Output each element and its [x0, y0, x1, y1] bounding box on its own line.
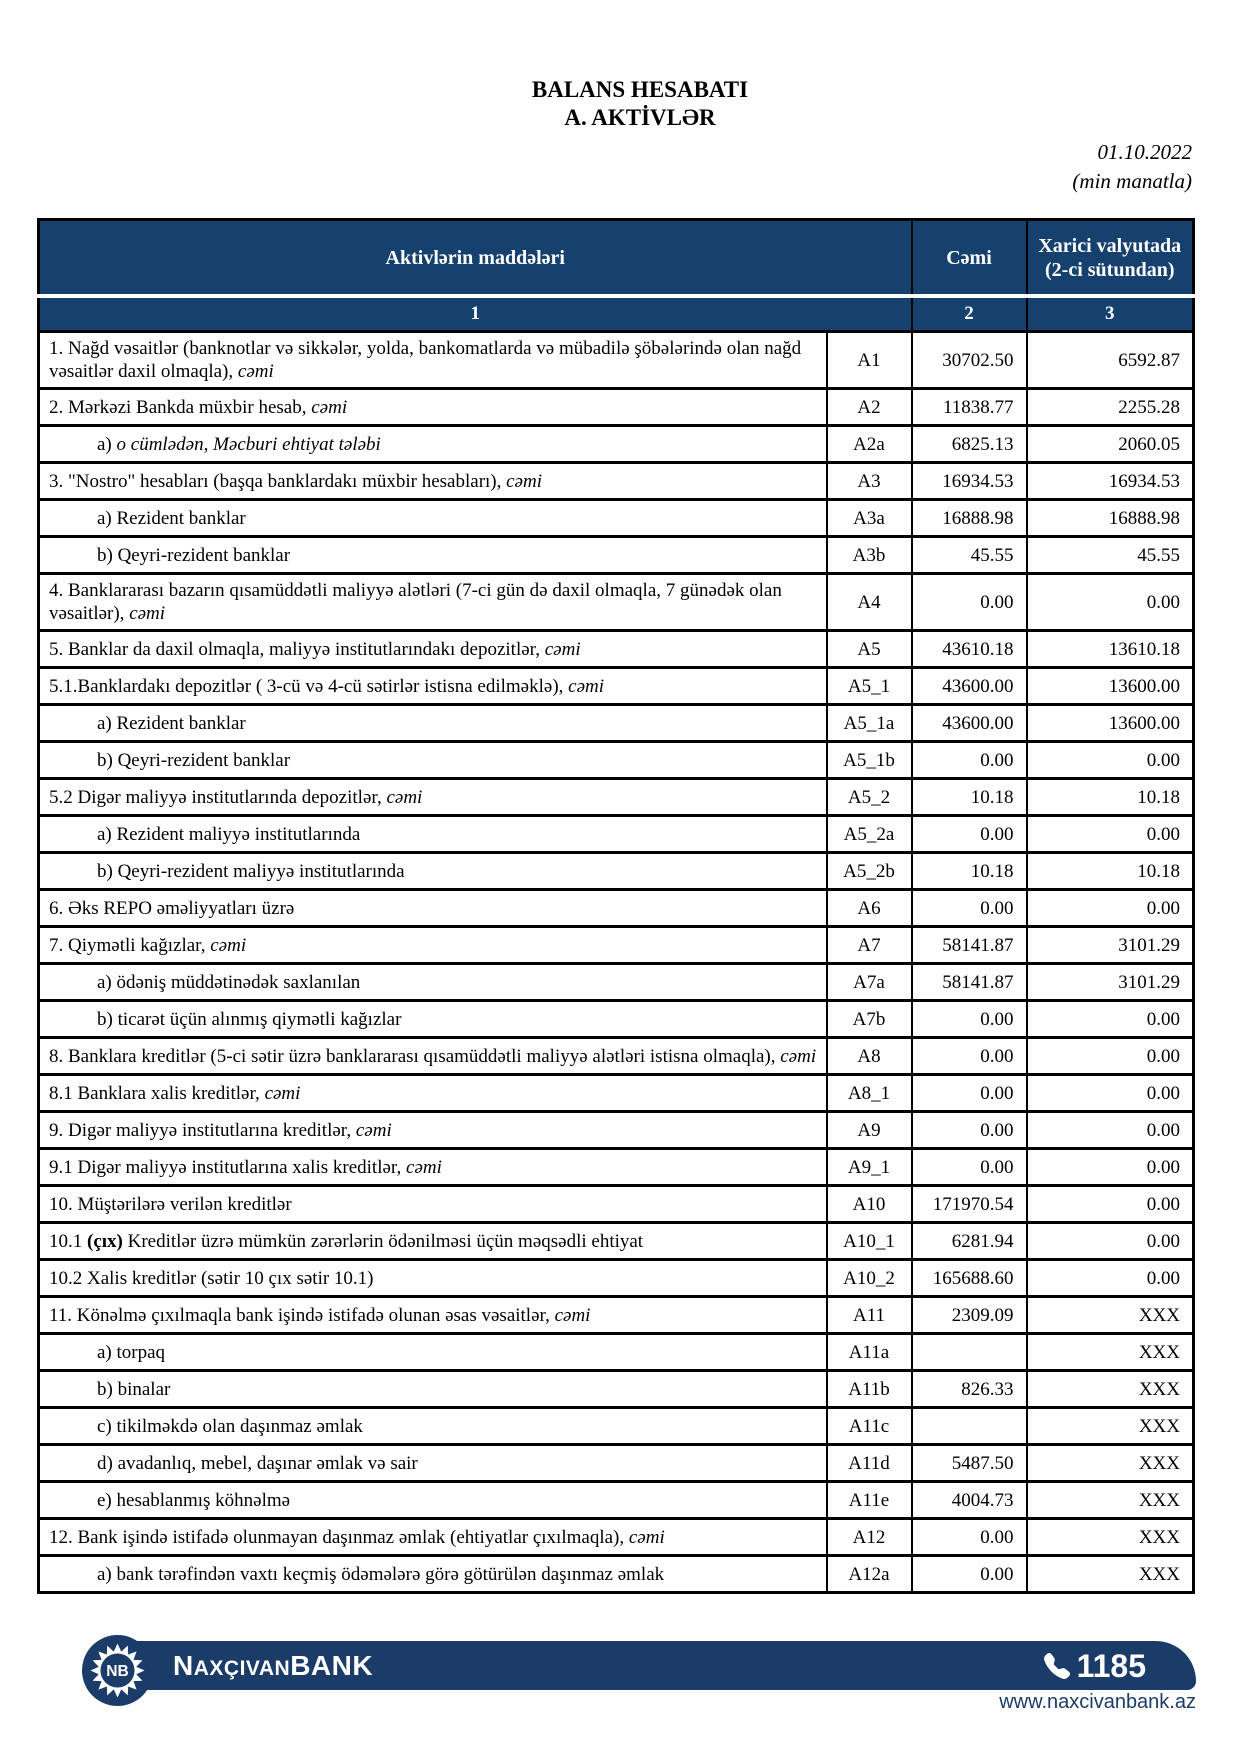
row-label: 4. Banklararası bazarın qısamüddətli maliyyə alətləri (7-ci gün də daxil olmaqla, 7 günədək olan vəsaitlər), cəmi [39, 574, 827, 631]
row-total-value: 10.18 [912, 779, 1027, 816]
column-header-foreign: Xarici valyutada (2-ci sütundan) [1027, 220, 1194, 297]
row-foreign-currency-value: 0.00 [1027, 1223, 1194, 1260]
table-row [39, 779, 1194, 816]
table-row [39, 890, 1194, 927]
row-total-value: 0.00 [912, 1149, 1027, 1186]
table-row [39, 500, 1194, 537]
row-total-value: 6281.94 [912, 1223, 1027, 1260]
row-foreign-currency-value: 0.00 [1027, 574, 1194, 631]
row-label: 12. Bank işində istifadə olunmayan daşınmaz əmlak (ehtiyatlar çıxılmaqla), cəmi [39, 1519, 827, 1556]
row-total-value: 0.00 [912, 1038, 1027, 1075]
phone-icon [1044, 1653, 1070, 1679]
table-row [39, 1260, 1194, 1297]
table-row [39, 742, 1194, 779]
table-row [39, 1482, 1194, 1519]
row-foreign-currency-value: 10.18 [1027, 779, 1194, 816]
row-label: a) o cümlədən, Məcburi ehtiyat tələbi [39, 426, 827, 463]
row-total-value: 2309.09 [912, 1297, 1027, 1334]
bank-brand-wordmark [173, 1650, 373, 1682]
row-label: a) Rezident banklar [39, 500, 827, 537]
row-foreign-currency-value: 0.00 [1027, 890, 1194, 927]
table-header-row [39, 220, 1194, 297]
table-row [39, 1223, 1194, 1260]
column-number-total: 2 [912, 296, 1027, 332]
table-row [39, 1445, 1194, 1482]
row-foreign-currency-value: 10.18 [1027, 853, 1194, 890]
column-number-foreign: 3 [1027, 296, 1194, 332]
table-row [39, 332, 1194, 389]
brand-initial: N [173, 1649, 194, 1681]
row-foreign-currency-value: 0.00 [1027, 1038, 1194, 1075]
row-foreign-currency-value: XXX [1027, 1371, 1194, 1408]
row-code: A2 [827, 389, 912, 426]
table-row [39, 1408, 1194, 1445]
row-label: a) Rezident maliyyə institutlarında [39, 816, 827, 853]
bank-logo [82, 1635, 153, 1706]
footer-bar [117, 1641, 1196, 1690]
row-label: 10.1 (çıx) Kreditlər üzrə mümkün zərərlərin ödənilməsi üçün məqsədli ehtiyat [39, 1223, 827, 1260]
row-foreign-currency-value: XXX [1027, 1556, 1194, 1593]
table-row [39, 964, 1194, 1001]
hotline-block [1044, 1647, 1146, 1684]
row-foreign-currency-value: 0.00 [1027, 1186, 1194, 1223]
row-label: 3. "Nostro" hesabları (başqa banklardakı müxbir hesabları), cəmi [39, 463, 827, 500]
row-code: A12 [827, 1519, 912, 1556]
row-code: A10 [827, 1186, 912, 1223]
table-row [39, 1112, 1194, 1149]
row-total-value: 16888.98 [912, 500, 1027, 537]
row-code: A5_1 [827, 668, 912, 705]
table-row [39, 463, 1194, 500]
table-row [39, 537, 1194, 574]
row-code: A5_2b [827, 853, 912, 890]
row-code: A6 [827, 890, 912, 927]
row-code: A5_2 [827, 779, 912, 816]
row-total-value: 0.00 [912, 816, 1027, 853]
row-total-value: 11838.77 [912, 389, 1027, 426]
row-label: b) Qeyri-rezident maliyyə institutlarında [39, 853, 827, 890]
row-label: b) Qeyri-rezident banklar [39, 537, 827, 574]
row-foreign-currency-value: 6592.87 [1027, 332, 1194, 389]
report-date: 01.10.2022 [1097, 140, 1192, 164]
table-row [39, 1297, 1194, 1334]
row-code: A3a [827, 500, 912, 537]
website-url: www.naxcivanbank.az [999, 1691, 1196, 1713]
row-total-value [912, 1408, 1027, 1445]
table-row [39, 1038, 1194, 1075]
row-code: A10_2 [827, 1260, 912, 1297]
row-code: A11 [827, 1297, 912, 1334]
row-label: 1. Nağd vəsaitlər (banknotlar və sikkələr, yolda, bankomatlarda və mübadilə şöbələrində olan nağd vəsaitlər daxil olmaqla), cəmi [39, 332, 827, 389]
row-total-value: 0.00 [912, 1112, 1027, 1149]
logo-monogram: NB [106, 1663, 129, 1681]
row-total-value: 0.00 [912, 1556, 1027, 1593]
row-label: 11. Könəlmə çıxılmaqla bank işində istifadə olunan əsas vəsaitlər, cəmi [39, 1297, 827, 1334]
row-label: 5.1.Banklardakı depozitlər ( 3-cü və 4-cü sətirlər istisna edilməklə), cəmi [39, 668, 827, 705]
table-row [39, 426, 1194, 463]
row-label: b) ticarət üçün alınmış qiymətli kağızlar [39, 1001, 827, 1038]
row-total-value: 45.55 [912, 537, 1027, 574]
row-label: c) tikilməkdə olan daşınmaz əmlak [39, 1408, 827, 1445]
table-row [39, 1519, 1194, 1556]
row-label: 7. Qiymətli kağızlar, cəmi [39, 927, 827, 964]
row-code: A8 [827, 1038, 912, 1075]
row-total-value: 6825.13 [912, 426, 1027, 463]
table-row [39, 389, 1194, 426]
row-code: A11c [827, 1408, 912, 1445]
row-total-value: 43600.00 [912, 705, 1027, 742]
page-title-line2: A. AKTİVLƏR [564, 105, 716, 130]
row-foreign-currency-value: 0.00 [1027, 1260, 1194, 1297]
row-code: A12a [827, 1556, 912, 1593]
row-label: 8.1 Banklara xalis kreditlər, cəmi [39, 1075, 827, 1112]
row-label: 6. Əks REPO əməliyyatları üzrə [39, 890, 827, 927]
row-foreign-currency-value: XXX [1027, 1519, 1194, 1556]
row-code: A9_1 [827, 1149, 912, 1186]
table-row [39, 816, 1194, 853]
row-label: 5. Banklar da daxil olmaqla, maliyyə institutlarındakı depozitlər, cəmi [39, 631, 827, 668]
row-total-value: 58141.87 [912, 927, 1027, 964]
table-body [39, 332, 1194, 1593]
row-code: A7b [827, 1001, 912, 1038]
page-title-line1: BALANS HESABATI [531, 77, 749, 102]
row-label: 10. Müştərilərə verilən kreditlər [39, 1186, 827, 1223]
row-total-value: 0.00 [912, 890, 1027, 927]
row-label: a) Rezident banklar [39, 705, 827, 742]
row-total-value: 0.00 [912, 742, 1027, 779]
row-total-value: 0.00 [912, 574, 1027, 631]
brand-middle: AXÇIVAN [193, 1656, 291, 1680]
row-total-value: 826.33 [912, 1371, 1027, 1408]
report-date-block [1072, 138, 1192, 196]
table-row [39, 668, 1194, 705]
row-code: A3 [827, 463, 912, 500]
row-code: A11d [827, 1445, 912, 1482]
row-code: A5_1b [827, 742, 912, 779]
table-row [39, 1334, 1194, 1371]
report-unit-note: (min manatla) [1072, 169, 1192, 193]
row-label: 9.1 Digər maliyyə institutlarına xalis kreditlər, cəmi [39, 1149, 827, 1186]
row-foreign-currency-value: 0.00 [1027, 742, 1194, 779]
row-foreign-currency-value: XXX [1027, 1334, 1194, 1371]
table-row [39, 1556, 1194, 1593]
row-foreign-currency-value: 45.55 [1027, 537, 1194, 574]
row-foreign-currency-value: 16934.53 [1027, 463, 1194, 500]
row-total-value: 171970.54 [912, 1186, 1027, 1223]
row-code: A8_1 [827, 1075, 912, 1112]
row-foreign-currency-value: 13600.00 [1027, 705, 1194, 742]
column-number-items: 1 [39, 296, 912, 332]
row-label: d) avadanlıq, mebel, daşınar əmlak və sair [39, 1445, 827, 1482]
row-total-value: 43610.18 [912, 631, 1027, 668]
table-row [39, 1149, 1194, 1186]
table-row [39, 1075, 1194, 1112]
row-total-value: 16934.53 [912, 463, 1027, 500]
row-code: A1 [827, 332, 912, 389]
row-foreign-currency-value: 3101.29 [1027, 927, 1194, 964]
row-foreign-currency-value: XXX [1027, 1482, 1194, 1519]
table-row [39, 1371, 1194, 1408]
row-code: A7a [827, 964, 912, 1001]
row-foreign-currency-value: 0.00 [1027, 1075, 1194, 1112]
row-foreign-currency-value: 0.00 [1027, 1149, 1194, 1186]
row-code: A7 [827, 927, 912, 964]
assets-table [37, 218, 1195, 1594]
row-label: a) torpaq [39, 1334, 827, 1371]
row-foreign-currency-value: 16888.98 [1027, 500, 1194, 537]
row-code: A11e [827, 1482, 912, 1519]
row-total-value: 43600.00 [912, 668, 1027, 705]
row-foreign-currency-value: XXX [1027, 1445, 1194, 1482]
row-total-value: 165688.60 [912, 1260, 1027, 1297]
row-code: A11b [827, 1371, 912, 1408]
row-label: e) hesablanmış köhnəlmə [39, 1482, 827, 1519]
row-code: A3b [827, 537, 912, 574]
column-number-row [39, 296, 1194, 332]
row-foreign-currency-value: 13600.00 [1027, 668, 1194, 705]
table-row [39, 705, 1194, 742]
row-label: 9. Digər maliyyə institutlarına kreditlər, cəmi [39, 1112, 827, 1149]
row-total-value: 4004.73 [912, 1482, 1027, 1519]
row-foreign-currency-value: 3101.29 [1027, 964, 1194, 1001]
row-foreign-currency-value: 0.00 [1027, 816, 1194, 853]
row-label: 10.2 Xalis kreditlər (sətir 10 çıx sətir 10.1) [39, 1260, 827, 1297]
row-total-value: 5487.50 [912, 1445, 1027, 1482]
row-foreign-currency-value: XXX [1027, 1297, 1194, 1334]
row-total-value: 10.18 [912, 853, 1027, 890]
row-total-value [912, 1334, 1027, 1371]
table-row [39, 631, 1194, 668]
row-label: a) ödəniş müddətinədək saxlanılan [39, 964, 827, 1001]
row-foreign-currency-value: 0.00 [1027, 1001, 1194, 1038]
row-code: A11a [827, 1334, 912, 1371]
row-label: b) Qeyri-rezident banklar [39, 742, 827, 779]
row-code: A10_1 [827, 1223, 912, 1260]
table-row [39, 574, 1194, 631]
row-label: 8. Banklara kreditlər (5-ci sətir üzrə banklararası qısamüddətli maliyyə alətləri istisna olmaqla), cəmi [39, 1038, 827, 1075]
row-foreign-currency-value: 13610.18 [1027, 631, 1194, 668]
row-foreign-currency-value: 0.00 [1027, 1112, 1194, 1149]
row-total-value: 58141.87 [912, 964, 1027, 1001]
row-code: A5_2a [827, 816, 912, 853]
brand-suffix: BANK [290, 1649, 374, 1681]
page-title [532, 76, 748, 132]
row-foreign-currency-value: 2255.28 [1027, 389, 1194, 426]
hotline-number: 1185 [1076, 1647, 1146, 1684]
row-foreign-currency-value: 2060.05 [1027, 426, 1194, 463]
row-total-value: 0.00 [912, 1001, 1027, 1038]
row-code: A9 [827, 1112, 912, 1149]
row-foreign-currency-value: XXX [1027, 1408, 1194, 1445]
column-header-items: Aktivlərin maddələri [39, 220, 912, 297]
row-total-value: 0.00 [912, 1519, 1027, 1556]
row-label: a) bank tərəfindən vaxtı keçmiş ödəmələrə görə götürülən daşınmaz əmlak [39, 1556, 827, 1593]
table-row [39, 1001, 1194, 1038]
row-label: 2. Mərkəzi Bankda müxbir hesab, cəmi [39, 389, 827, 426]
table-row [39, 853, 1194, 890]
row-label: 5.2 Digər maliyyə institutlarında depozitlər, cəmi [39, 779, 827, 816]
row-code: A4 [827, 574, 912, 631]
row-code: A5_1a [827, 705, 912, 742]
row-total-value: 30702.50 [912, 332, 1027, 389]
column-header-total: Cəmi [912, 220, 1027, 297]
table-row [39, 1186, 1194, 1223]
row-total-value: 0.00 [912, 1075, 1027, 1112]
row-label: b) binalar [39, 1371, 827, 1408]
table-row [39, 927, 1194, 964]
row-code: A5 [827, 631, 912, 668]
row-code: A2a [827, 426, 912, 463]
